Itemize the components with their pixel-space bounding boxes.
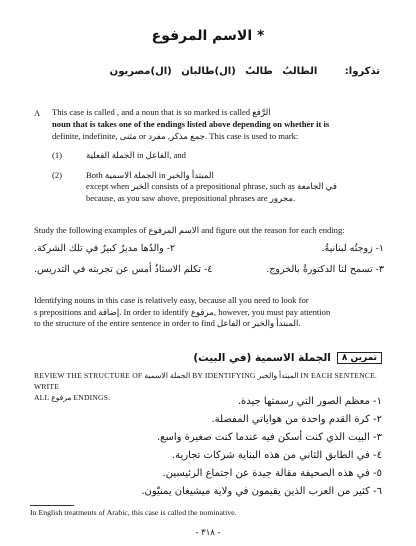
footnote-marker: A xyxy=(34,108,41,118)
marfoo-term: الرَّفع xyxy=(252,108,271,118)
drill-heading xyxy=(193,352,382,364)
item-text: because, as you saw above, prepositional phrases are مجرور. xyxy=(86,193,296,203)
intro-line-2: noun that is takes one of the endings listed above depending on whether it is xyxy=(52,119,330,129)
example-sentence: ٢- والدُها مديرٌ كبيرٌ في تلك الشركة. xyxy=(34,243,176,254)
intro-line-1: This case is called , and a noun that is so marked is called الرَّفع xyxy=(52,107,271,118)
item-number: (1) xyxy=(52,150,63,160)
exercise-sentence: ٢- كرة القدم واحدة من هواياتي المفضلة. xyxy=(211,414,382,425)
item-text: Both الجملة الاسمية in المبتدأ والخبر xyxy=(86,170,214,180)
exercise-sentence: ٤- في الطابق الثاني من هذه البناية شركات تجارية. xyxy=(171,450,382,461)
explanation-paragraph: Identifying nouns in this case is relatively easy, because all you need to look for s prepositions and إضافة. In order to identify مرفوع, however, you must pay attention to the structure of the entire sentence in order to find الفاعل or المبتدأ والخبر. xyxy=(34,295,331,328)
item-text: except when الخبر consists of a prepositional phrase, such as في الجامعة xyxy=(86,181,337,191)
exercise-sentence: ١- معظم الصور التي رسمتها جيدة. xyxy=(237,396,382,407)
form-item: طالبٌ xyxy=(245,66,273,77)
drill-number-box: تمرين ٨ xyxy=(337,352,382,364)
page-number: - ٣١٨ - xyxy=(195,528,221,538)
drill-instructions: REVIEW THE STRUCTURE OF الجملة الاسمية BY IDENTIFYING المبتدأ والخبر IN EACH SENTENCE. WRITE ALL مرفوع ENDINGS. xyxy=(34,371,378,402)
form-item: (ال)مصريون xyxy=(109,66,172,77)
section-title: * الاسم المرفوع xyxy=(151,28,265,44)
examples-intro: Study the following examples of الاسم المرفوع and figure out the reason for each ending: xyxy=(34,225,345,235)
exercise-sentence: ٦- كثير من العرب الذين يقيمون في ولاية ميشيغان يمنيّون. xyxy=(141,486,382,497)
footnote-rule xyxy=(30,505,74,506)
intro-line-3: definite, indefinite, مثنى or جمع مذكر, مفرد. This case is used to mark: xyxy=(52,131,299,141)
example-sentence: ٤- تكلم الاستاذُ أمس عن تجربته في التدريس. xyxy=(34,264,213,275)
item-text: الجملة الفعلية in الفاعل, and xyxy=(86,150,186,160)
form-item: الطالبُ xyxy=(282,66,318,77)
example-sentence: ٣- تسمح لنا الدكتورةُ بالخروج. xyxy=(266,264,384,275)
exercise-sentence: ٣- البيت الذي كنت أسكن فيه عندما كنت صغيرة واسع. xyxy=(156,432,382,443)
item-number: (2) xyxy=(52,170,63,180)
forms-reminder xyxy=(110,66,380,77)
form-item: (ال)طالبان xyxy=(181,66,236,77)
footnote: In English treatments of Arabic, this case is called the nominative. xyxy=(30,508,237,517)
example-sentence: ١- زوجتُه لبنانيةٌ. xyxy=(321,243,384,254)
drill-title: الجملة الاسمية (في البيت) xyxy=(193,352,331,364)
exercise-sentence: ٥- في هذه الصحيفة مقالة جيدة عن اجتماع الرئيسين. xyxy=(162,468,382,479)
forms-label: تذكروا: xyxy=(344,66,380,77)
